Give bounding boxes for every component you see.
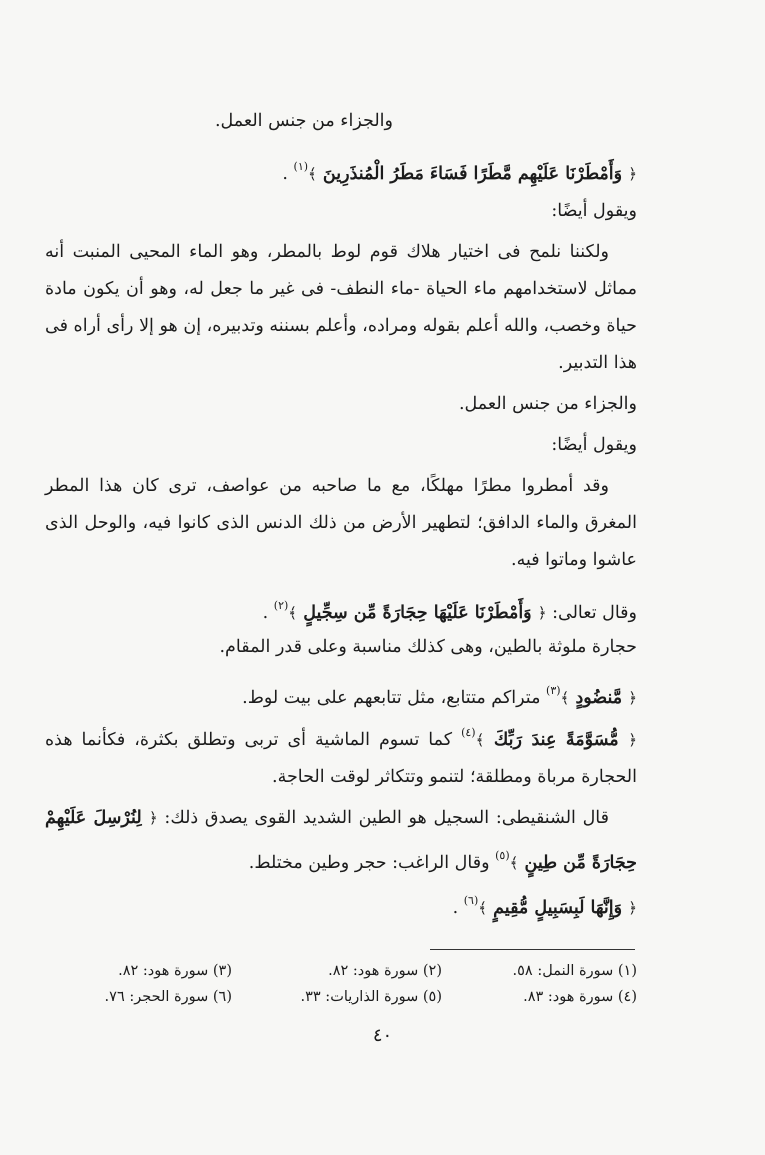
verse-6-quran: ﴿ وَإِنَّهَا لَبِسَبِيلٍ مُّقِيمٍ ﴾ — [478, 898, 637, 918]
footnote-1: (١) سورة النمل: ٥٨. — [512, 963, 637, 979]
footnote-5: (٥) سورة الذاريات: ٣٣. — [300, 989, 442, 1005]
verse-6: ﴿ وَإِنَّهَا لَبِسَبِيلٍ مُّقِيمٍ ﴾$^{(٦)}$ . — [452, 894, 637, 918]
footnote-row-2 — [80, 986, 637, 1008]
yaqul-1: ويقول أيضًا: — [551, 201, 637, 221]
verse-4-quran: ﴿ مُّسَوَّمَةً عِندَ رَبِّكَ ﴾ — [475, 730, 637, 750]
yaqul-2: ويقول أيضًا: — [551, 435, 637, 455]
verse-2: وقال تعالى: ﴿ وَأَمْطَرْنَا عَلَيْهَا حِجَارَةً مِّن سِجِّيلٍ ﴾$^{(٢)}$ . — [262, 599, 637, 623]
line-hijara: حجارة ملوثة بالطين، وهى كذلك مناسبة وعلى قدر المقام. — [219, 637, 637, 657]
verse-3: ﴿ مَّنضُودٍ ﴾$^{(٣)}$ متراكم متتابع، مثل تتابعهم على بيت لوط. — [242, 684, 637, 708]
verse-2-quran: ﴿ وَأَمْطَرْنَا عَلَيْهَا حِجَارَةً مِّن سِجِّيلٍ ﴾ — [288, 603, 547, 623]
verse-5-quran: ﴿ لِنُرْسِلَ عَلَيْهِمْ حِجَارَةً مِّن طِينٍ ﴾ — [45, 808, 637, 873]
footnote-ref-6: (٦) — [463, 894, 479, 907]
paragraph-1: ولكننا نلمح فى اختيار هلاك قوم لوط بالمطر، وهو الماء المحيى المنبت أنه مماثل لاستخدامهم ماء الحياة -ماء النطف- فى غير ما جعل له، وهو أن يكون مادة حياة وخصب، والله أعلم بقوله ومراده، وأعلم بسننه وتدبيره، إن هو إلا رأى أراه فى هذا التدبير. — [45, 242, 637, 373]
footnote-ref-4: (٤) — [461, 726, 476, 739]
footnote-6: (٦) سورة الحجر: ٧٦. — [104, 989, 232, 1005]
footnote-ref-1: (١) — [293, 160, 309, 173]
paragraph-2: وقد أمطروا مطرًا مهلكًا، مع ما صاحبه من عواصف، ترى كان هذا المطر المغرق والماء الدافق؛ لتطهير الأرض من ذلك الدنس الذى كانوا فيه، والوحل الذى عاشوا وماتوا فيه. — [45, 476, 637, 570]
footnote-ref-2: (٢) — [273, 599, 289, 612]
footnote-divider — [430, 949, 635, 950]
footnote-4: (٤) سورة هود: ٨٣. — [523, 989, 637, 1005]
footnote-ref-3: (٣) — [546, 684, 561, 697]
verse-4-paragraph: ﴿ مُّسَوَّمَةً عِندَ رَبِّكَ ﴾$^{(٤)}$ كما تسوم الماشية أى تربى وتطلق بكثرة، فكأنما هذه الحجارة مرباة ومطلقة؛ لتنمو وتتكاثر لوقت الحاجة. — [45, 726, 637, 787]
footnote-2: (٢) سورة هود: ٨٢. — [328, 963, 442, 979]
footnote-ref-5: (٥) — [495, 849, 510, 862]
page-number: ٤٠ — [372, 1025, 393, 1046]
verse-1: ﴿ وَأَمْطَرْنَا عَلَيْهِم مَّطَرًا فَسَاءَ مَطَرُ الْمُنذَرِينَ ﴾$^{(١)}$ . — [282, 160, 637, 184]
verse-1-quran: ﴿ وَأَمْطَرْنَا عَلَيْهِم مَّطَرًا فَسَاءَ مَطَرُ الْمُنذَرِينَ ﴾ — [308, 164, 637, 184]
line-jaza-2: والجزاء من جنس العمل. — [458, 394, 637, 414]
verse-3-quran: ﴿ مَّنضُودٍ ﴾ — [560, 688, 637, 708]
footnote-3: (٣) سورة هود: ٨٢. — [118, 963, 232, 979]
verse-5-paragraph: قال الشنقيطى: السجيل هو الطين الشديد القوى يصدق ذلك: ﴿ لِنُرْسِلَ عَلَيْهِمْ حِجَارَةً مِّن طِينٍ ﴾$^{(٥)}$ وقال الراغب: حجر وطين مختلط. — [45, 808, 637, 873]
footnote-row-1 — [80, 960, 637, 982]
line-jaza-1: والجزاء من جنس العمل. — [214, 111, 393, 131]
